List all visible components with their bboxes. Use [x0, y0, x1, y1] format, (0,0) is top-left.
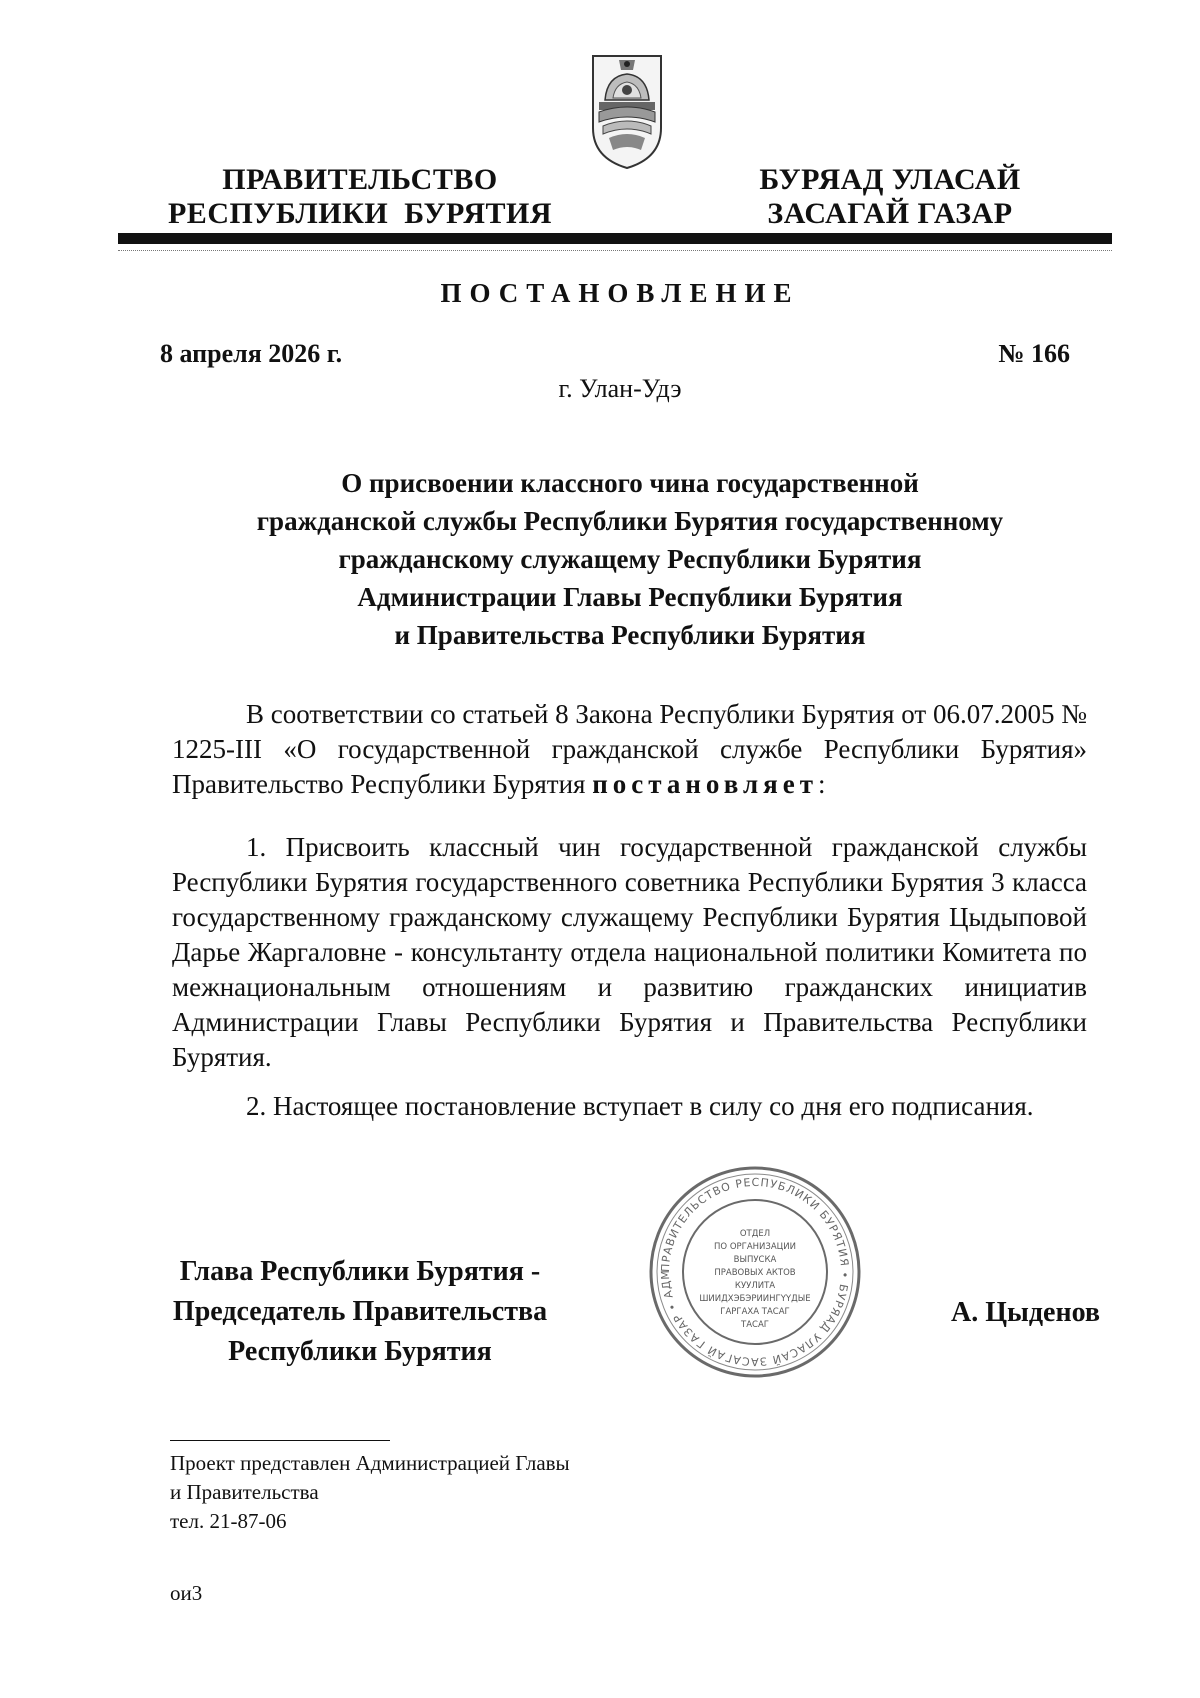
stamp-center-line: ГАРГАХА ТАСАГ — [720, 1307, 790, 1317]
header-right — [740, 163, 1040, 231]
signer-position-line3: Республики Бурятия — [228, 1336, 492, 1367]
stamp-center-line: ОТДЕЛ — [739, 1229, 771, 1239]
clause-2-text: 2. Настоящее постановление вступает в силу со дня его подписания. — [246, 1091, 1034, 1121]
document-date: 8 апреля 2026 г. — [160, 339, 343, 368]
preamble-end: : — [817, 769, 826, 799]
header-left — [160, 163, 560, 231]
stamp-center-line: КУУЛИТА — [734, 1281, 776, 1291]
footnote-line3: тел. 21-87-06 — [170, 1509, 287, 1533]
signer-position-line1: Глава Республики Бурятия - — [179, 1256, 541, 1287]
clause-1-paragraph — [172, 830, 1087, 1075]
stamp-outer-text: ПРАВИТЕЛЬСТВО РЕСПУБЛИКИ БУРЯТИЯ • БУРЯАД УЛАСАЙ ЗАСАГАЙ ГАЗАР • АДМ — [658, 1175, 852, 1369]
coat-of-arms-emblem — [589, 50, 665, 170]
document-city: г. Улан-Удэ — [558, 374, 682, 403]
clause-2-paragraph — [172, 1089, 1087, 1124]
title-line: гражданскому служащему Республики Бурятия — [338, 544, 922, 574]
stamp-center-line: ПО ОРГАНИЗАЦИИ — [714, 1242, 796, 1252]
header-left-line1: ПРАВИТЕЛЬСТВО — [222, 163, 498, 196]
signer-position-line2: Председатель Правительства — [172, 1296, 548, 1327]
clause-1-text: 1. Присвоить классный чин государственной гражданской службы Республики Бурятия государственного советника Республики Бурятия 3 класса государственному гражданскому служащему Республики Бурятия Цыдыповой Дарье Жаргаловне - консультанту отдела национальной политики Комитета по межнациональным отношениям и развитию гражданских инициатив Администрации Главы Республики Бурятия и Правительства Республики Бурятия. — [172, 832, 1087, 1072]
stamp-center-line: ТАСАГ — [741, 1320, 769, 1330]
footnote-line2: и Правительства — [170, 1480, 319, 1504]
title-line: О присвоении классного чина государственной — [341, 468, 919, 498]
footnote — [170, 1449, 770, 1536]
title-line: и Правительства Республики Бурятия — [394, 620, 866, 650]
preamble-text: В соответствии со статьей 8 Закона Республики Бурятия от 06.07.2005 № 1225-III «О государственной гражданской службе Республики Бурятия» Правительство Республики Бурятия — [172, 699, 1087, 799]
header-divider-thick — [118, 233, 1112, 244]
signer-name: А. Цыденов — [950, 1297, 1100, 1328]
svg-text:ПРАВИТЕЛЬСТВО РЕСПУБЛИКИ БУРЯТ — [645, 1162, 851, 1368]
stamp-center-line: ШИИДХЭБЭРИИНГҮҮДЫЕ — [699, 1294, 811, 1304]
header-divider-thin — [118, 250, 1112, 251]
header-left-line2: РЕСПУБЛИКИ БУРЯТИЯ — [167, 197, 553, 230]
header-right-line1: БУРЯАД УЛАСАЙ — [759, 163, 1021, 196]
official-stamp — [645, 1162, 865, 1382]
resolves-word: постановляет — [592, 769, 818, 799]
document-title — [180, 464, 1080, 654]
document-number: № 166 — [998, 339, 1070, 368]
preamble-paragraph — [172, 697, 1087, 802]
stamp-center-line: ВЫПУСКА — [733, 1255, 777, 1265]
document-type: ПОСТАНОВЛЕНИЕ — [440, 278, 800, 308]
signer-position — [150, 1252, 570, 1372]
document-code: ои3 — [170, 1581, 203, 1605]
title-line: Администрации Главы Республики Бурятия — [357, 582, 903, 612]
footnote-divider — [170, 1440, 390, 1441]
header-right-line2: ЗАСАГАЙ ГАЗАР — [767, 197, 1013, 230]
title-line: гражданской службы Республики Бурятия государственному — [256, 506, 1004, 536]
footnote-line1: Проект представлен Администрацией Главы — [170, 1451, 570, 1475]
stamp-center-line: ПРАВОВЫХ АКТОВ — [714, 1268, 796, 1278]
